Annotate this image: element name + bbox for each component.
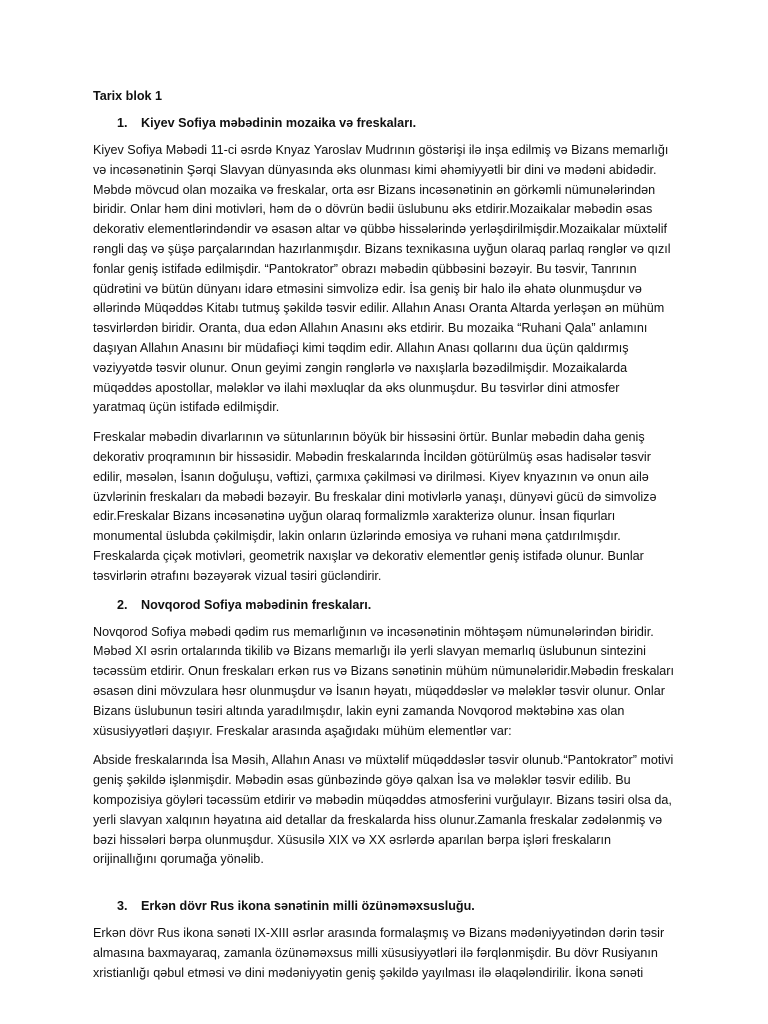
- section-heading-1: [93, 115, 674, 131]
- section-1-paragraph-1: Kiyev Sofiya Məbədi 11-ci əsrdə Knyaz Yaroslav Mudrının göstərişi ilə inşa edilmiş və Bizans memarlığı və incəsənətinin Şərqi Slavyan dünyasında əks olunması kimi əhəmiyyətli bir dini və mədəni abidədir. Məbdə mövcud olan mozaika və freskalar, orta əsr Bizans incəsənətinin ən görkəmli nümunələrindən biridir. Onlar həm dini motivləri, həm də o dövrün bədii üslubunu əks etdirir.Mozaikalar məbədin əsas dekorativ elementlərindəndir və əsasən altar və qübbə hissələrində yerləşdirilmişdir.Mozaikalar müxtəlif rəngli daş və şüşə parçalarından hazırlanmışdır. Bizans texnikasına uyğun olaraq parlaq rənglər və qızıl fonlar geniş istifadə edilmişdir. “Pantokrator” obrazı məbədin qübbəsini bəzəyir. Bu təsvir, Tanrının qüdrətini və bütün dünyanı idarə etməsini simvolizə edir. İsa geniş bir halo ilə əhatə olunmuşdur və əllərində Müqəddəs Kitabı tutmuş şəkildə təsvir edilir. Allahın Anası Oranta Altarda yerləşən ən mühüm təsvirlərdən biridir. Oranta, dua edən Allahın Anasını əks etdirir. Bu mozaika “Ruhani Qala” anlamını daşıyan Allahın Anasını bir müdafiəçi kimi təqdim edir. Allahın Anası qollarını dua üçün qaldırmış vəziyyətdə təsvir olunur. Onun geyimi zəngin rənglərlə və naxışlarla bəzədilmişdir. Mozaikalarda müqəddəs apostollar, mələklər və ilahi məxluqlar da əks olunmuşdur. Bu təsvirlər dini atmosfer yaratmaq üçün istifadə edilmişdir.: [93, 143, 671, 415]
- section-heading-3: [93, 898, 674, 914]
- document-title: Tarix blok 1: [93, 89, 163, 103]
- section-title-1: Kiyev Sofiya məbədinin mozaika və freskaları.: [141, 116, 417, 130]
- section-3-paragraph-1: Erkən dövr Rus ikona sənəti IX-XIII əsrlər arasında formalaşmış və Bizans mədəniyyətindən dərin təsir almasına baxmayaraq, zamanla özünəməxsus milli xüsusiyyətləri ilə fərqlənmişdir. Bu dövr Rusiyanın xristianlığı qəbul etməsi və dini mədəniyyətin geniş şəkildə yayılması ilə əlaqələndirilir. İkona sənəti: [93, 926, 665, 980]
- section-1-paragraph-2: Freskalar məbədin divarlarının və sütunlarının böyük bir hissəsini örtür. Bunlar məbədin daha geniş dekorativ proqramının bir hissəsidir. Məbədin freskalarında İncildən götürülmüş əsas hadisələr təsvir edilir, məsələn, İsanın doğuluşu, vəftizi, çarmıxa çəkilməsi və dirilməsi. Kiyev knyazının və onun ailə üzvlərinin freskaları da məbədi bəzəyir. Bu freskalar dini motivlərlə yanaşı, dünyəvi gücü də simvolizə edir.Freskalar Bizans incəsənətinə uyğun olaraq formalizmlə xarakterizə olunur. İnsan fiqurları monumental üslubda çəkilmişdir, lakin onların üzlərində emosiya və ruhani məna çatdırılmışdır. Freskalarda çiçək motivləri, geometrik naxışlar və dekorativ elementlər geniş istifadə olunur. Bunlar təsvirlərin ətrafını bəzəyərək vizual təsiri gücləndirir.: [93, 430, 657, 583]
- section-number-1: 1.: [117, 116, 128, 130]
- section-2-paragraph-1: Novqorod Sofiya məbədi qədim rus memarlığının və incəsənətinin möhtəşəm nümunələrindən biridir. Məbəd XI əsrin ortalarında tikilib və Bizans memarlığı ilə yerli slavyan memarlıq üslubunun sintezini təcəssüm etdirir. Onun freskaları erkən rus və Bizans sənətinin mühüm nümunələridir.Məbədin freskaları əsasən dini mövzulara həsr olunmuşdur və İsanın həyatı, müqəddəslər və mələklər təsvir olunur. Onlar Bizans üslubunun təsiri altında yaradılmışdır, lakin eyni zamanda Novqorod məktəbinə xas olan xüsusiyyətləri daşıyır. Freskalar arasında aşağıdakı mühüm elementlər var:: [93, 624, 674, 738]
- section-spacer: [93, 880, 674, 898]
- section-heading-2: [93, 597, 674, 613]
- section-number-2: 2.: [117, 597, 128, 612]
- section-title-3: Erkən dövr Rus ikona sənətinin milli özünəməxsusluğu.: [141, 899, 475, 914]
- section-title-2: Novqorod Sofiya məbədinin freskaları.: [141, 597, 372, 612]
- section-number-3: 3.: [117, 899, 128, 914]
- section-2-paragraph-2: Abside freskalarında İsa Məsih, Allahın Anası və müxtəlif müqəddəslər təsvir olunub.“Pantokrator” motivi geniş şəkildə işlənmişdir. Məbədin əsas günbəzində göyə qalxan İsa və mələklər təsvir edilib. Bu kompozisiya göyləri təcəssüm etdirir və məbədin müqəddəs atmosferini vurğulayır. Bizans təsiri olsa da, yerli slavyan xalqının həyatına aid detallar da freskalarda hiss olunur.Zamanla freskalar zədələnmiş və bəzi hissələri bərpa olunmuşdur. Xüsusilə XIX və XX əsrlərdə aparılan bərpa işləri freskaların orijinallığını qorumağa yönəlib.: [93, 753, 674, 867]
